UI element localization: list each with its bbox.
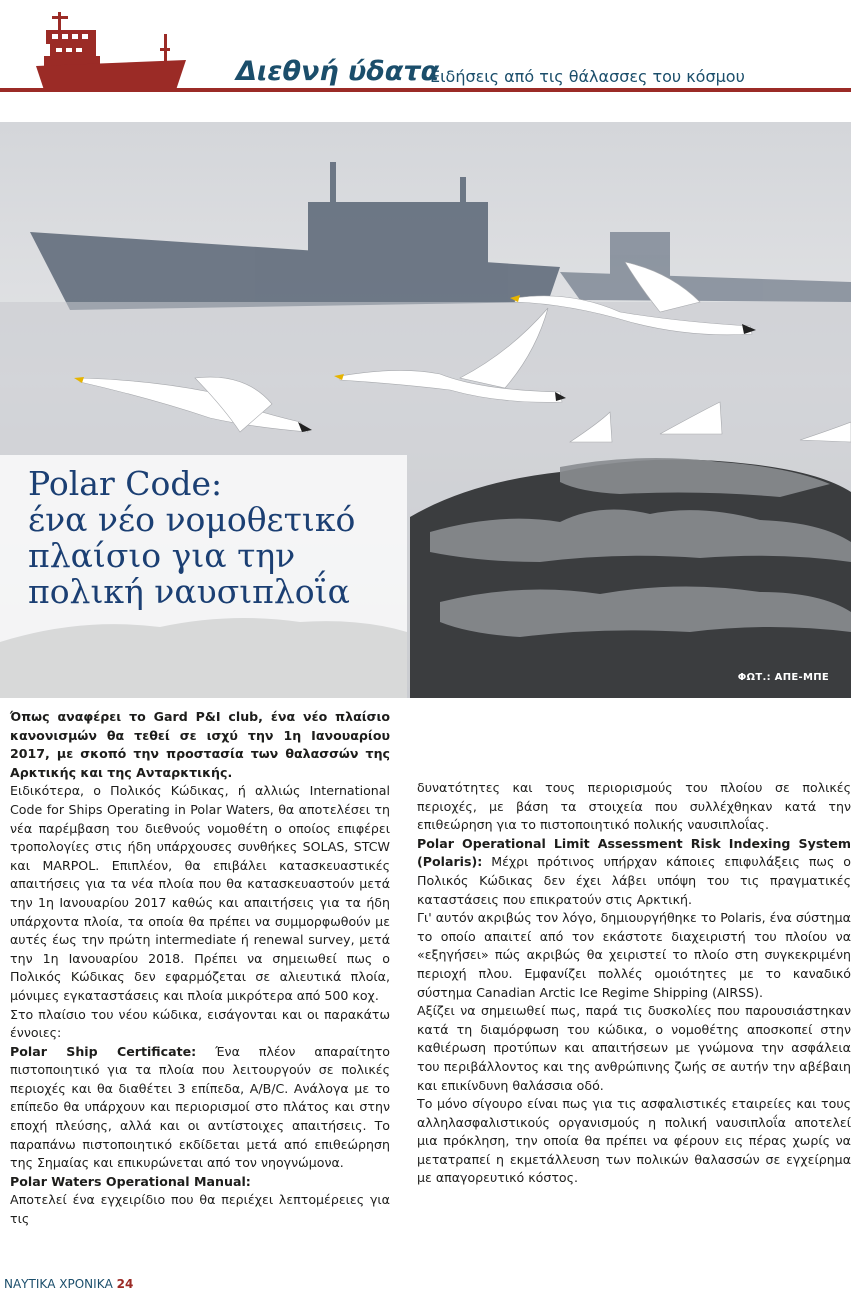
article-title-line: Polar Code: — [28, 464, 223, 503]
article-paragraph — [10, 1043, 390, 1173]
article-column-left — [10, 708, 390, 1229]
photo-credit: ΦΩΤ.: ΑΠΕ-ΜΠΕ — [737, 672, 829, 683]
article-lead: Όπως αναφέρει το Gard P&I club, ένα νέο πλαίσιο κανονισμών θα τεθεί σε ισχύ την 1η Ιανουαρίου 2017, με σκοπό την προστασία των θαλασσών της Αρκτικής και της Ανταρκτικής. — [10, 709, 390, 780]
article-paragraph: Γι' αυτόν ακριβώς τον λόγο, δημιουργήθηκε το Polaris, ένα σύστημα το οποίο απαιτεί από τον εκάστοτε διαχειριστή του πλοίου να «εξηγήσει» πώς ακριβώς θα χειριστεί το πλοίο στη συγκεκριμένη περιοχή πλου. Εμφανίζει πολλές ομοιότητες με το καναδικό σύστημα Canadian Arctic Ice Regime Shipping (AIRSS). — [417, 910, 851, 1000]
magazine-name: ΝΑΥΤΙΚΑ ΧΡΟΝΙΚΑ — [4, 1277, 113, 1291]
article-paragraph: Στο πλαίσιο του νέου κώδικα, εισάγονται και οι παρακάτω έννοιες: — [10, 1006, 390, 1041]
section-title: Διεθνή ύδατα — [236, 56, 440, 87]
article-paragraph — [417, 835, 851, 909]
article-title — [28, 466, 398, 610]
ship-icon — [36, 8, 186, 92]
article-paragraph: Αξίζει να σημειωθεί πως, παρά τις δυσκολίες που παρουσιάστηκαν κατά τη διαμόρφωση του κώδικα, ο νομοθέτης αποσκοπεί στην καθιέρωση προτύπων και απαιτήσεων με γνώμονα την ασφάλεια του περιβάλλοντος και της ανθρώπινης ζωής σε αυτήν την αβέβαιη και επικίνδυνη θαλάσσια οδό. — [417, 1003, 851, 1093]
term-text: Ένα πλέον απαραίτητο πιστοποιητικό για τα πλοία που λειτουργούν σε πολικές περιοχές και θα διαθέτει 3 επίπεδα, A/B/C. Ανάλογα με το επίπεδο θα υπάρχουν και περιορισμοί στο πλάτος και στην εποχή πλεύσης, αλλά και οι αντίστοιχες απαιτήσεις. Το παραπάνω πιστοποιητικό εκδίδεται μετά από επιθεώρηση της Σημαίας και επικυρώνεται από τον νηογνώμονα. — [10, 1043, 390, 1171]
article-paragraph: Το μόνο σίγουρο είναι πως για τις ασφαλιστικές εταιρείες και τους αλληλασφαλιστικούς οργανισμούς η πολική ναυσιπλοΐα αποτελεί μια πρόκληση, την οποία θα πρέπει να φέρουν εις πέρας χωρίς να μετατραπεί η εκμετάλλευση των πολικών θαλασσών σε εγχείρημα με απαγορευτικό κόστος. — [417, 1096, 851, 1186]
term-text: Μέχρι πρότινος υπήρχαν κάποιες επιφυλάξεις πως ο Πολικός Κώδικας δεν έχει λάβει υπόψη του τις πραγματικές καταστάσεις που επικρατούν στις Αρκτική. — [417, 854, 851, 907]
page-header — [0, 0, 851, 100]
article-paragraph: Ειδικότερα, ο Πολικός Κώδικας, ή αλλιώς International Code for Ships Operating in Polar Waters, θα αποτελέσει τη νέα παρέμβαση του διεθνούς νομοθέτη ο οποίος επιφέρει τροπολογίες στις ήδη υπάρχουσες συνθήκες SOLAS, STCW και MARPOL. Επιπλέον, θα επιβάλει κατασκευαστικές απαιτήσεις για τα νέα πλοία που θα κατασκευαστούν μετά την 1η Ιανουαρίου 2017 καθώς και απαιτήσεις για τα ήδη υπάρχοντα πλοία, τα οποία θα πρέπει να συμμορφωθούν με αυτές έως την πρώτη intermediate ή renewal survey, μετά την 1η Ιανουαρίου 2018. Πρέπει να σημειωθεί πως ο Πολικός Κώδικας δεν εφαρμόζεται σε αλιευτικά πλοία, μόνιμες εγκαταστάσεις και πλοία μικρότερα από 500 κοχ. — [10, 783, 390, 1003]
page-number: 24 — [116, 1277, 134, 1291]
term-label: Polar Operational Limit Assessment Risk Indexing System (Polaris): — [417, 835, 851, 870]
page-footer — [4, 1277, 133, 1291]
article-paragraph: Αποτελεί ένα εγχειρίδιο που θα περιέχει λεπτομέρειες για τις — [10, 1192, 390, 1227]
section-subtitle: Ειδήσεις από τις θάλασσες του κόσμου — [430, 67, 745, 86]
article-paragraph: δυνατότητες και τους περιορισμούς του πλοίου σε πολικές περιοχές, με βάση τα στοιχεία που συλλέχθηκαν κατά την επιθεώρηση για το πιστοποιητικό πολικής ναυσιπλοΐας. — [417, 780, 851, 833]
term-label: Polar Ship Certificate: — [10, 1043, 197, 1059]
article-column-right — [417, 779, 851, 1188]
article-title-line: πολική ναυσιπλοΐα — [28, 572, 350, 611]
header-divider — [0, 88, 851, 92]
term-label: Polar Waters Operational Manual: — [10, 1173, 251, 1189]
article-title-line: πλαίσιο για την — [28, 536, 296, 575]
article-title-line: ένα νέο νομοθετικό — [28, 500, 356, 539]
